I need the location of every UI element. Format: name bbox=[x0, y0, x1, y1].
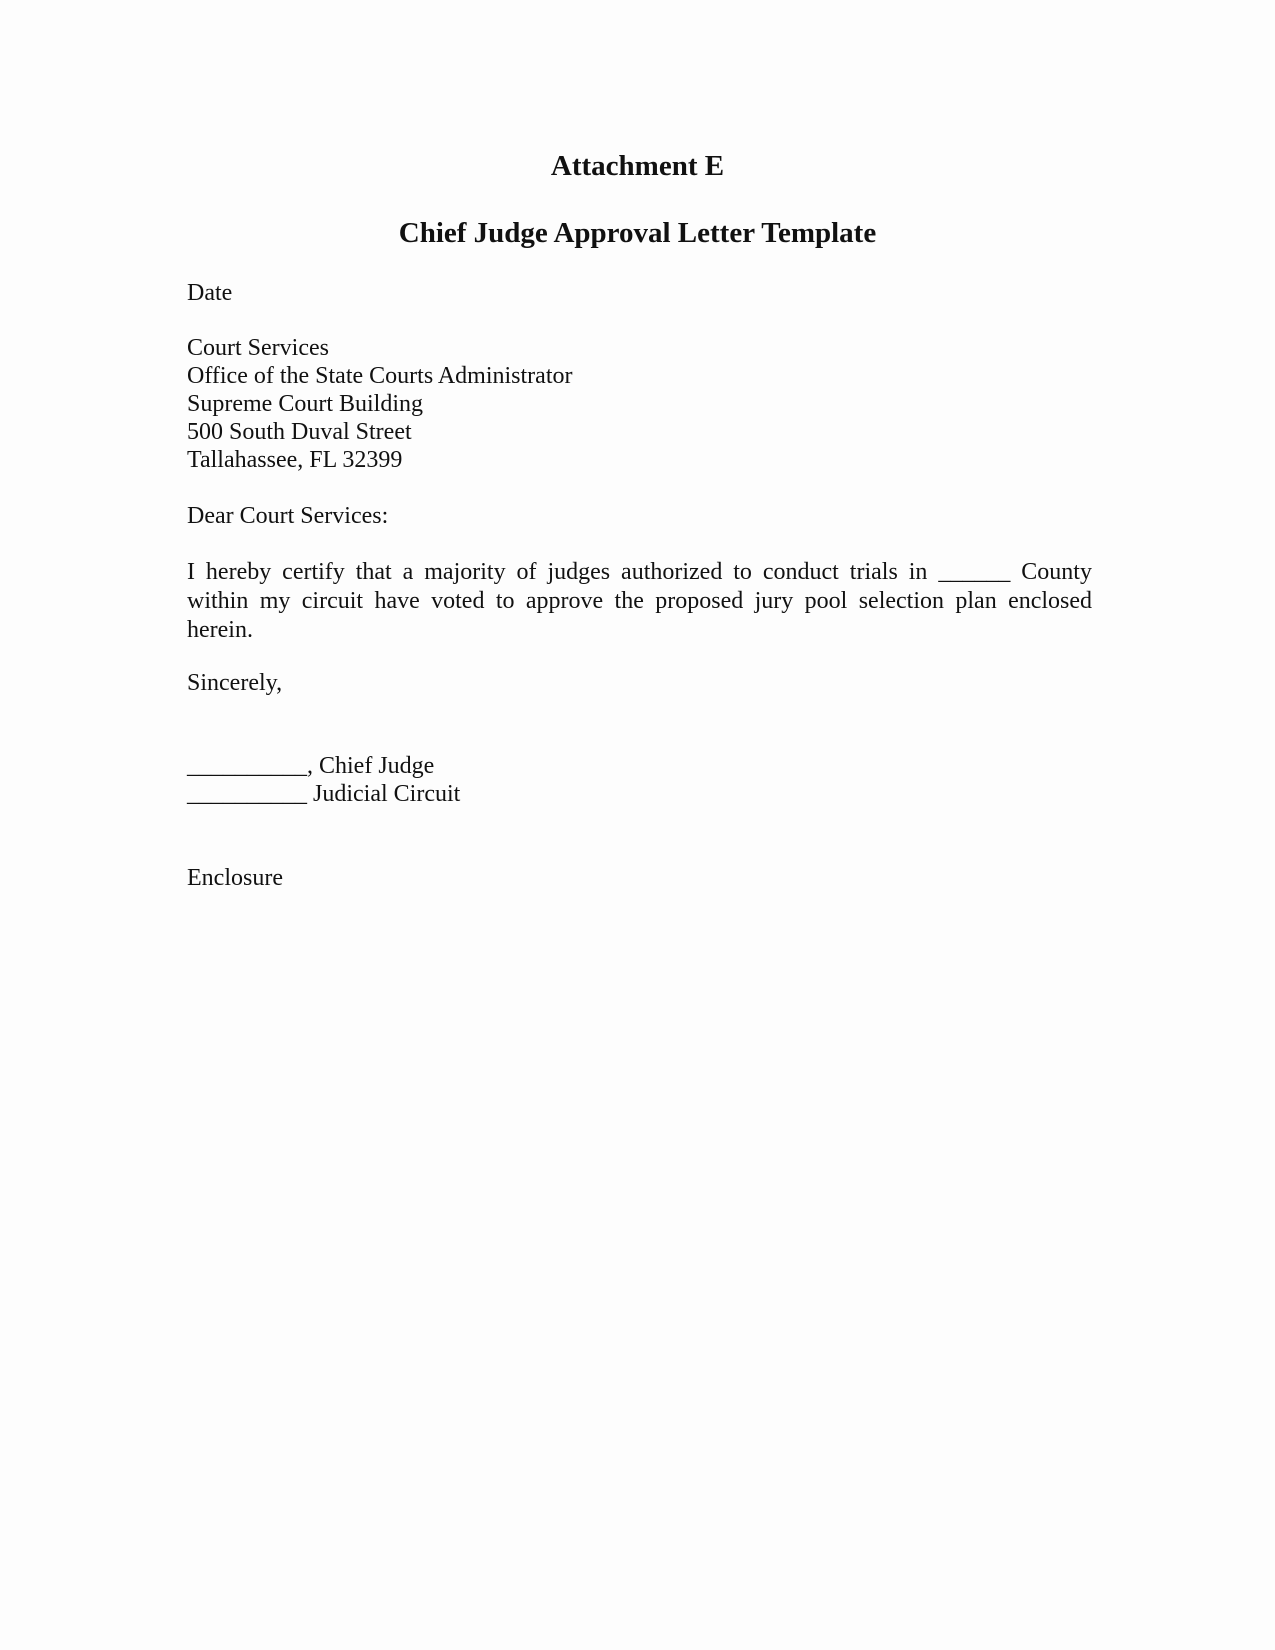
body-line-1: I hereby certify that a majority of judges authorized to conduct trials in ______ County bbox=[187, 559, 1092, 585]
address-line-4: 500 South Duval Street bbox=[187, 419, 412, 445]
document-title: Chief Judge Approval Letter Template bbox=[398, 217, 877, 249]
body-line-3: herein. bbox=[187, 617, 253, 643]
enclosure-note: Enclosure bbox=[187, 865, 283, 891]
address-line-1: Court Services bbox=[187, 335, 329, 361]
date-line: Date bbox=[187, 280, 233, 306]
signature-judicial-circuit: __________ Judicial Circuit bbox=[187, 781, 461, 807]
address-line-3: Supreme Court Building bbox=[187, 391, 423, 417]
body-paragraph bbox=[187, 558, 1092, 645]
address-line-2: Office of the State Courts Administrator bbox=[187, 363, 573, 389]
closing: Sincerely, bbox=[187, 670, 283, 696]
salutation: Dear Court Services: bbox=[187, 503, 389, 529]
attachment-heading: Attachment E bbox=[550, 150, 725, 182]
address-line-5: Tallahassee, FL 32399 bbox=[187, 447, 403, 473]
body-line-2: within my circuit have voted to approve the proposed jury pool selection plan enclosed bbox=[187, 588, 1093, 614]
signature-chief-judge: __________, Chief Judge bbox=[187, 753, 435, 779]
